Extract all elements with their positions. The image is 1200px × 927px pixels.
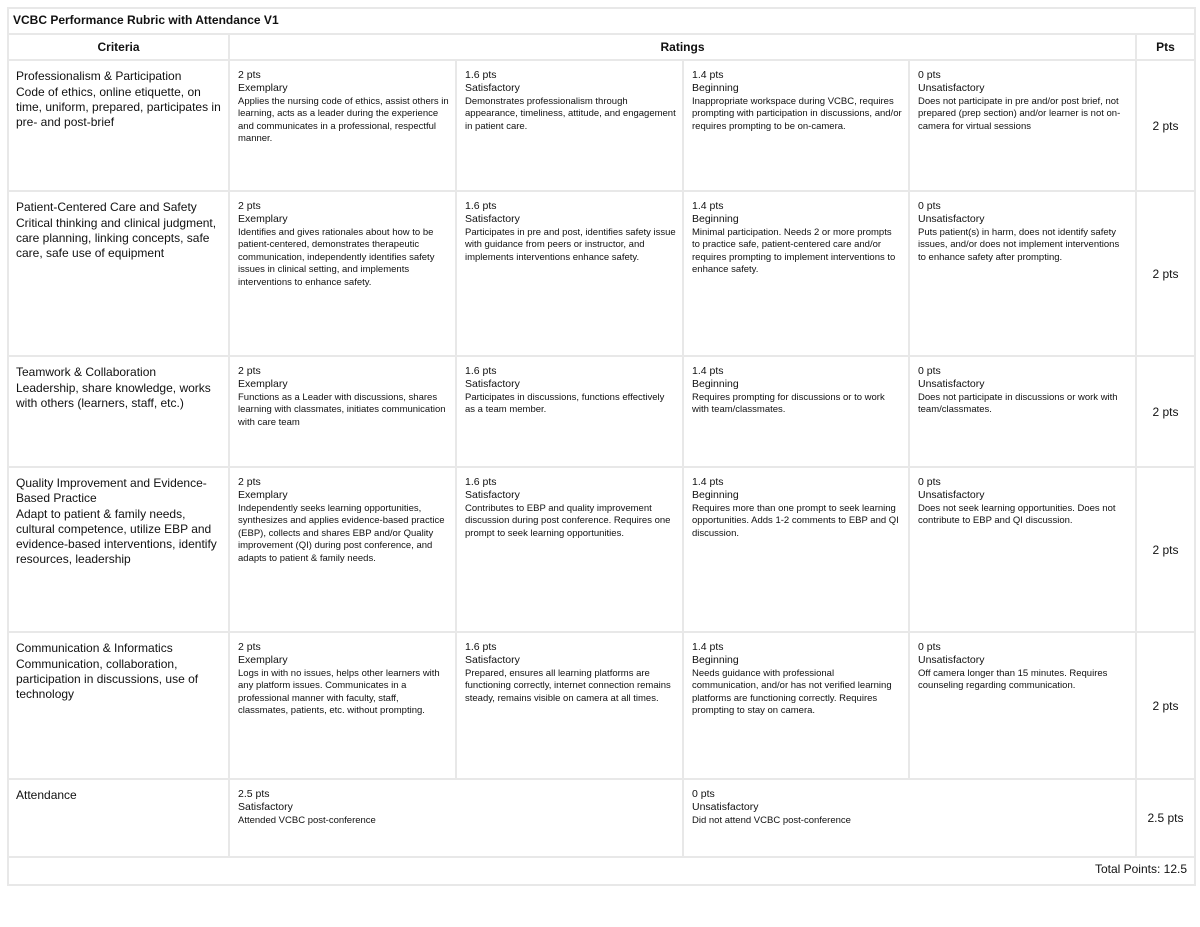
rubric-table — [7, 7, 1196, 886]
criterion-points: 2 pts — [1136, 467, 1195, 632]
criterion-points: 2 pts — [1136, 191, 1195, 356]
rating-label: Exemplary — [238, 654, 288, 666]
rating-label: Beginning — [692, 82, 739, 94]
rating-label: Satisfactory — [465, 213, 520, 225]
rating-description: Attended VCBC post-conference — [238, 815, 376, 826]
rating-label: Unsatisfactory — [918, 213, 985, 225]
rating-description: Functions as a Leader with discussions, shares learning with classmates, initiates communication with care team — [238, 392, 446, 428]
rating-points: 0 pts — [692, 788, 715, 800]
rating-label: Unsatisfactory — [918, 654, 985, 666]
rating-label: Exemplary — [238, 489, 288, 501]
rating-points: 2 pts — [238, 641, 261, 653]
rating-description: Does not seek learning opportunities. Does not contribute to EBP and QI discussion. — [918, 503, 1116, 527]
attendance-title: Attendance — [16, 788, 77, 802]
criterion-description: Communication, collaboration, participation in discussions, use of technology — [16, 657, 199, 701]
rating-description: Identifies and gives rationales about how to be patient-centered, demonstrates therapeutic communication, independently identifies safety issues in clinical setting, and implements interventions to enhance safety. — [238, 227, 435, 288]
total-row — [8, 857, 1195, 885]
rating-points: 1.6 pts — [465, 69, 497, 81]
rating-points: 1.4 pts — [692, 365, 724, 377]
rating-cell — [229, 60, 456, 191]
rating-cell — [683, 467, 909, 632]
criterion-row — [8, 632, 1195, 779]
rating-description: Minimal participation. Needs 2 or more prompts to practice safe, patient-centered care and/or requires prompting to implement interventions to enhance safety. — [692, 227, 896, 276]
criterion-points: 2 pts — [1136, 60, 1195, 191]
attendance-row — [8, 779, 1195, 857]
rating-label: Unsatisfactory — [918, 378, 985, 390]
rating-label: Exemplary — [238, 213, 288, 225]
criterion-cell — [8, 779, 229, 857]
rating-points: 1.4 pts — [692, 641, 724, 653]
rating-cell — [909, 467, 1136, 632]
rating-description: Does not participate in pre and/or post brief, not prepared (prep section) and/or learner is not on-camera for virtual sessions — [918, 96, 1121, 132]
rating-description: Requires prompting for discussions or to work with team/classmates. — [692, 392, 885, 416]
header-row — [8, 34, 1195, 60]
rating-points: 2.5 pts — [238, 788, 270, 800]
rating-cell — [456, 60, 683, 191]
rating-description: Demonstrates professionalism through appearance, timeliness, attitude, and engagement in patient care. — [465, 96, 676, 132]
rating-cell — [683, 60, 909, 191]
criterion-title: Communication & Informatics — [16, 641, 173, 655]
rating-description: Applies the nursing code of ethics, assist others in learning, acts as a leader during the experience and communicates in a professional, respectful manner. — [238, 96, 449, 145]
rating-cell — [683, 779, 1136, 857]
criterion-row — [8, 356, 1195, 467]
rating-points: 2 pts — [238, 200, 261, 212]
criterion-description: Critical thinking and clinical judgment, care planning, linking concepts, safe care, safe use of equipment — [16, 216, 217, 260]
criteria-header: Criteria — [8, 34, 229, 60]
rating-label: Beginning — [692, 489, 739, 501]
criterion-cell — [8, 632, 229, 779]
ratings-header: Ratings — [229, 34, 1136, 60]
rating-cell — [229, 779, 683, 857]
rating-description: Contributes to EBP and quality improvement discussion during post conference. Requires one prompt to seek learning opportunities. — [465, 503, 671, 539]
rating-cell — [229, 191, 456, 356]
rating-points: 0 pts — [918, 365, 941, 377]
criterion-points: 2 pts — [1136, 356, 1195, 467]
rubric-title: VCBC Performance Rubric with Attendance V1 — [8, 8, 1195, 34]
rating-description: Off camera longer than 15 minutes. Requires counseling regarding communication. — [918, 668, 1108, 692]
rating-points: 1.4 pts — [692, 69, 724, 81]
rating-cell — [909, 356, 1136, 467]
rating-points: 0 pts — [918, 69, 941, 81]
rating-cell — [683, 191, 909, 356]
criterion-row — [8, 60, 1195, 191]
rating-points: 0 pts — [918, 200, 941, 212]
rating-description: Inappropriate workspace during VCBC, requires prompting with participation in discussions, and/or requires prompting to be on-camera. — [692, 96, 902, 132]
rating-points: 1.6 pts — [465, 200, 497, 212]
rating-label: Satisfactory — [465, 654, 520, 666]
criterion-description: Leadership, share knowledge, works with others (learners, staff, etc.) — [16, 381, 211, 410]
criterion-row — [8, 467, 1195, 632]
rating-points: 1.6 pts — [465, 476, 497, 488]
rating-points: 1.6 pts — [465, 641, 497, 653]
criterion-description: Adapt to patient & family needs, cultural competence, utilize EBP and evidence-based interventions, identify resources, leadership — [16, 507, 217, 566]
rating-description: Needs guidance with professional communication, and/or has not verified learning platforms are functioning correctly. Requires prompting to stay on camera. — [692, 668, 892, 717]
rating-points: 0 pts — [918, 641, 941, 653]
criterion-cell — [8, 356, 229, 467]
rating-label: Beginning — [692, 654, 739, 666]
criterion-cell — [8, 191, 229, 356]
rating-label: Unsatisfactory — [692, 801, 759, 813]
rubric — [7, 7, 1194, 886]
criterion-points: 2 pts — [1136, 632, 1195, 779]
rating-points: 1.4 pts — [692, 200, 724, 212]
rating-description: Did not attend VCBC post-conference — [692, 815, 851, 826]
rating-description: Independently seeks learning opportunities, synthesizes and applies evidence-based practice (EBP), collects and shares EBP and/or Quality improvement (QI) during post conference, and adapts to patient & family needs. — [238, 503, 445, 564]
rating-cell — [909, 632, 1136, 779]
rating-label: Unsatisfactory — [918, 82, 985, 94]
rating-description: Participates in discussions, functions effectively as a team member. — [465, 392, 665, 416]
rating-cell — [229, 467, 456, 632]
rating-cell — [683, 632, 909, 779]
rating-label: Exemplary — [238, 378, 288, 390]
criterion-title: Professionalism & Participation — [16, 69, 182, 83]
rating-label: Unsatisfactory — [918, 489, 985, 501]
criterion-cell — [8, 60, 229, 191]
rating-cell — [229, 356, 456, 467]
title-row — [8, 8, 1195, 34]
rating-cell — [456, 467, 683, 632]
rating-cell — [909, 191, 1136, 356]
rating-label: Satisfactory — [465, 378, 520, 390]
criterion-cell — [8, 467, 229, 632]
rating-description: Logs in with no issues, helps other learners with any platform issues. Communicates in a professional manner with faculty, staff, classmates, patients, etc. without prompting. — [238, 668, 440, 717]
rating-description: Puts patient(s) in harm, does not identify safety issues, and/or does not implement interventions to enhance safety after prompting. — [918, 227, 1120, 263]
rating-points: 1.4 pts — [692, 476, 724, 488]
rating-label: Beginning — [692, 213, 739, 225]
criterion-description: Code of ethics, online etiquette, on time, uniform, prepared, participates in pre- and post-brief — [16, 85, 221, 129]
rating-label: Exemplary — [238, 82, 288, 94]
rating-points: 1.6 pts — [465, 365, 497, 377]
rating-label: Beginning — [692, 378, 739, 390]
rating-cell — [229, 632, 456, 779]
rating-cell — [909, 60, 1136, 191]
rating-cell — [456, 356, 683, 467]
rating-cell — [456, 191, 683, 356]
rating-cell — [456, 632, 683, 779]
total-points: Total Points: 12.5 — [8, 857, 1195, 885]
rating-label: Satisfactory — [465, 82, 520, 94]
rating-description: Prepared, ensures all learning platforms are functioning correctly, internet connection remains steady, remains visible on camera at all times. — [465, 668, 671, 704]
rating-points: 2 pts — [238, 476, 261, 488]
rating-label: Satisfactory — [465, 489, 520, 501]
rating-points: 2 pts — [238, 69, 261, 81]
criterion-title: Patient-Centered Care and Safety — [16, 200, 197, 214]
criterion-title: Teamwork & Collaboration — [16, 365, 157, 379]
criterion-title: Quality Improvement and Evidence-Based Practice — [16, 476, 207, 505]
criterion-points: 2.5 pts — [1136, 779, 1195, 857]
rating-description: Does not participate in discussions or work with team/classmates. — [918, 392, 1118, 416]
rating-label: Satisfactory — [238, 801, 293, 813]
criterion-row — [8, 191, 1195, 356]
rating-description: Participates in pre and post, identifies safety issue with guidance from peers or instructor, and implements interventions enhance safety. — [465, 227, 676, 263]
rating-description: Requires more than one prompt to seek learning opportunities. Adds 1-2 comments to EBP and QI discussion. — [692, 503, 899, 539]
pts-header: Pts — [1136, 34, 1195, 60]
rating-points: 2 pts — [238, 365, 261, 377]
rating-points: 0 pts — [918, 476, 941, 488]
rating-cell — [683, 356, 909, 467]
